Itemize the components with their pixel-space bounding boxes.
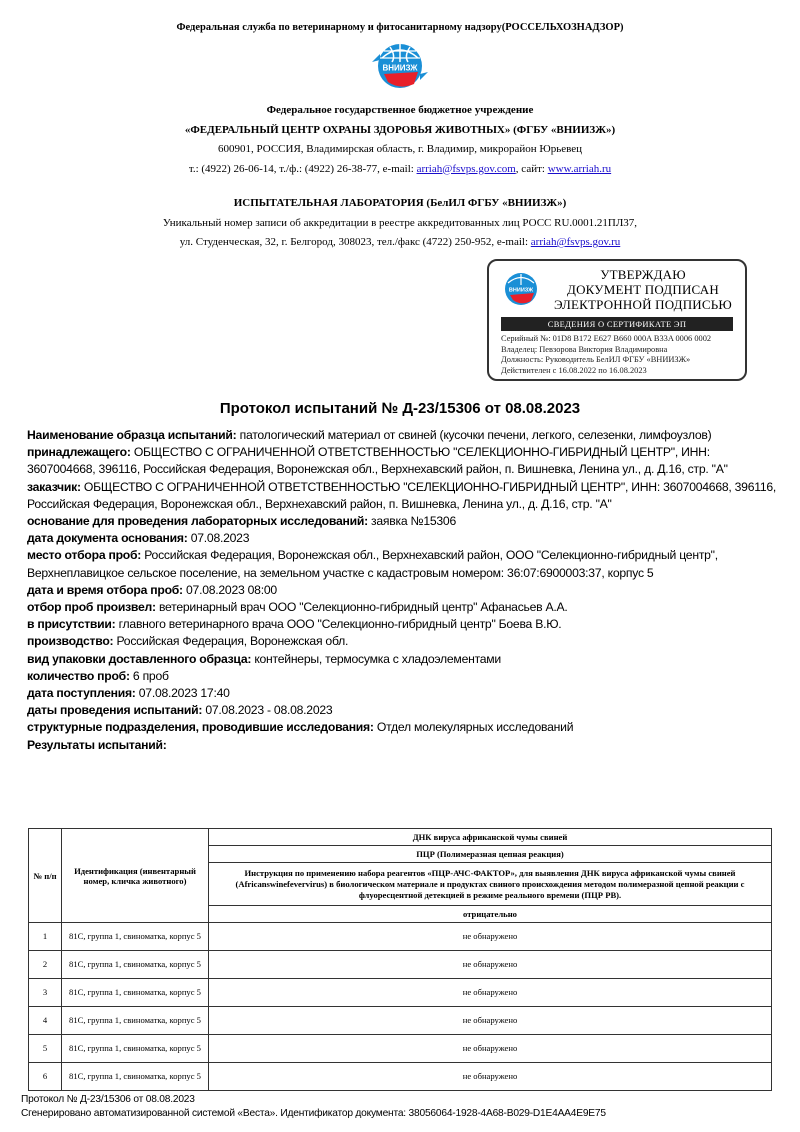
header-identification: Идентификация (инвентарный номер, кличка животного) xyxy=(62,829,209,923)
lab-accreditation: Уникальный номер записи об аккредитации в реестре аккредитованных лиц РОСС RU.0001.21ПЛ37, xyxy=(162,216,638,229)
field-value: заявка №15306 xyxy=(371,514,456,529)
field-label: основание для проведения лабораторных исследований: xyxy=(27,514,368,529)
field-label: принадлежащего: xyxy=(27,445,131,460)
row-result: не обнаружено xyxy=(209,1063,772,1091)
field-sampling-datetime xyxy=(27,582,777,599)
org-site-label: , сайт: xyxy=(515,162,548,175)
org-contacts xyxy=(0,160,800,180)
field-sampling-place xyxy=(27,547,777,581)
field-value: контейнеры, термосумка с хладоэлементами xyxy=(254,651,501,666)
field-label: место отбора проб: xyxy=(27,548,142,563)
field-departments xyxy=(27,719,777,736)
stamp-logo-icon xyxy=(501,269,541,309)
field-value: Российская Федерация, Воронежская обл., Верхнехавский район, ООО "Селекционно-гибридный центр", Верхнеплавицкое сельское поселение, на земельном участке с кадастровым номером: 36:07:6900003:37, корпус 5 xyxy=(27,548,718,580)
certificate-validity: Действителен с 16.08.2022 по 16.08.2023 xyxy=(501,365,647,375)
row-result: не обнаружено xyxy=(209,979,772,1007)
page-footer xyxy=(21,1093,606,1121)
agency-name: Федеральная служба по ветеринарному и фитосанитарному надзору(РОССЕЛЬХОЗНАДЗОР) xyxy=(176,22,624,33)
table-row xyxy=(29,951,772,979)
field-label: дата поступления: xyxy=(27,686,136,701)
org-site-link[interactable]: www.arriah.ru xyxy=(547,162,612,175)
results-heading: Результаты испытаний: xyxy=(27,737,167,752)
field-test-dates xyxy=(27,702,777,719)
header-norm: отрицательно xyxy=(209,906,772,923)
field-packaging xyxy=(27,651,777,668)
row-identification: 81С, группа 1, свиноматка, корпус 5 xyxy=(62,923,209,951)
vniizzh-logo-icon xyxy=(370,38,430,94)
row-number: 5 xyxy=(29,1035,62,1063)
field-value: ветеринарный врач ООО "Селекционно-гибридный центр" Афанасьев А.А. xyxy=(158,600,568,615)
org-type: Федеральное государственное бюджетное учреждение xyxy=(266,104,534,116)
field-value: 07.08.2023 08:00 xyxy=(186,582,277,597)
certificate-details xyxy=(501,334,741,376)
row-identification: 81С, группа 1, свиноматка, корпус 5 xyxy=(62,1035,209,1063)
stamp-signed: ДОКУМЕНТ ПОДПИСАН xyxy=(567,282,719,297)
field-value: ОБЩЕСТВО С ОГРАНИЧЕННОЙ ОТВЕТСТВЕННОСТЬЮ "СЕЛЕКЦИОННО-ГИБРИДНЫЙ ЦЕНТР", ИНН: 3607004668, 396116, Российская Федерация, Воронежская обл., Верхнехавский район, п. Вишневка, Ленина ул., д. Д.16, стр. "А" xyxy=(27,479,777,511)
header-method: ПЦР (Полимеразная цепная реакция) xyxy=(209,846,772,863)
org-email-link[interactable]: arriah@fsvps.gov.com xyxy=(416,162,516,175)
field-value: ОБЩЕСТВО С ОГРАНИЧЕННОЙ ОТВЕТСТВЕННОСТЬЮ "СЕЛЕКЦИОННО-ГИБРИДНЫЙ ЦЕНТР", ИНН: 3607004668, 396116, Российская Федерация, Воронежская обл., Верхнехавский район, п. Вишневка, Ленина ул., д. Д.16, стр. "А" xyxy=(27,445,728,477)
results-table xyxy=(28,828,772,1091)
row-number: 6 xyxy=(29,1063,62,1091)
field-value: главного ветеринарного врача ООО "Селекционно-гибридный центр" Боева В.Ю. xyxy=(118,617,562,632)
footer-protocol-ref: Протокол № Д-23/15306 от 08.08.2023 xyxy=(21,1094,195,1105)
field-label: дата документа основания: xyxy=(27,531,188,546)
protocol-fields xyxy=(27,427,777,754)
table-row xyxy=(29,1035,772,1063)
table-row xyxy=(29,1007,772,1035)
row-result: не обнаружено xyxy=(209,951,772,979)
header-analyte: ДНК вируса африканской чумы свиней xyxy=(209,829,772,846)
certificate-serial: Серийный №: 01D8 B172 E627 B660 000A B33A 0006 0002 xyxy=(501,334,712,343)
row-number: 2 xyxy=(29,951,62,979)
org-phones: т.: (4922) 26-06-14, т./ф.: (4922) 26-38-77, e-mail: xyxy=(188,162,417,175)
field-owner xyxy=(27,444,777,478)
certificate-info-bar: СВЕДЕНИЯ О СЕРТИФИКАТЕ ЭП xyxy=(501,317,733,331)
field-value: 07.08.2023 - 08.08.2023 xyxy=(205,703,333,718)
electronic-signature-stamp xyxy=(487,259,747,381)
row-identification: 81С, группа 1, свиноматка, корпус 5 xyxy=(62,1007,209,1035)
organization-block xyxy=(0,101,800,179)
field-label: структурные подразделения, проводившие исследования: xyxy=(27,720,374,735)
field-value: 6 проб xyxy=(132,668,169,683)
field-in-presence xyxy=(27,616,777,633)
table-row xyxy=(29,979,772,1007)
certificate-owner: Владелец: Певзорова Виктория Владимировна xyxy=(501,344,668,354)
table-row xyxy=(29,923,772,951)
org-address: 600901, РОССИЯ, Владимирская область, г. Владимир, микрорайон Юрьевец xyxy=(218,143,582,155)
field-basis xyxy=(27,513,777,530)
field-label: даты проведения испытаний: xyxy=(27,703,203,718)
row-result: не обнаружено xyxy=(209,923,772,951)
header-instruction: Инструкция по применению набора реагентов «ПЦР-АЧС-ФАКТОР», для выявления ДНК вируса африканской чумы свиней (Africanswinefevervirus) в биологическом материале и продуктах свиного происхождения методом полимеразной цепной реакции с флуоресцентной детекцией в режиме реального времени (ПЦР РВ). xyxy=(209,863,772,906)
footer-generated-by: Сгенерировано автоматизированной системой «Веста». Идентификатор документа: 38056064-1928-4A68-B029-D1E4AA4E9E75 xyxy=(21,1108,606,1119)
row-identification: 81С, группа 1, свиноматка, корпус 5 xyxy=(62,951,209,979)
field-received-date xyxy=(27,685,777,702)
stamp-signed-electronic: ЭЛЕКТРОННОЙ ПОДПИСЬЮ xyxy=(554,297,732,312)
field-label: вид упаковки доставленного образца: xyxy=(27,651,252,666)
field-sample-count xyxy=(27,668,777,685)
row-result: не обнаружено xyxy=(209,1007,772,1035)
row-result: не обнаружено xyxy=(209,1035,772,1063)
field-label: дата и время отбора проб: xyxy=(27,582,183,597)
table-header-row xyxy=(29,829,772,846)
field-customer xyxy=(27,479,777,513)
field-value: 07.08.2023 xyxy=(190,531,250,546)
lab-name: ИСПЫТАТЕЛЬНАЯ ЛАБОРАТОРИЯ (БелИЛ ФГБУ «ВНИИЗЖ») xyxy=(233,197,567,209)
field-label: отбор проб произвел: xyxy=(27,600,156,615)
field-value: Российская Федерация, Воронежская обл. xyxy=(116,634,349,649)
row-number: 1 xyxy=(29,923,62,951)
field-label: Наименование образца испытаний: xyxy=(27,428,237,442)
row-identification: 81С, группа 1, свиноматка, корпус 5 xyxy=(62,1063,209,1091)
field-production xyxy=(27,633,777,650)
stamp-logo-text: ВНИИЗЖ xyxy=(508,287,534,294)
laboratory-block xyxy=(0,194,800,253)
field-sampled-by xyxy=(27,599,777,616)
field-label: в присутствии: xyxy=(27,617,116,632)
field-basis-date xyxy=(27,530,777,547)
stamp-approve: УТВЕРЖДАЮ xyxy=(600,267,686,282)
stamp-heading xyxy=(545,267,741,312)
lab-address: ул. Студенческая, 32, г. Белгород, 308023, тел./факс (4722) 250-952, e-mail: xyxy=(179,236,531,248)
logo-text: ВНИИЗЖ xyxy=(382,63,418,73)
lab-contacts xyxy=(0,233,800,253)
org-name: «ФЕДЕРАЛЬНЫЙ ЦЕНТР ОХРАНЫ ЗДОРОВЬЯ ЖИВОТНЫХ» (ФГБУ «ВНИИЗЖ») xyxy=(184,123,616,136)
field-value: Отдел молекулярных исследований xyxy=(376,720,574,735)
field-label: заказчик: xyxy=(27,479,81,494)
row-number: 4 xyxy=(29,1007,62,1035)
row-identification: 81С, группа 1, свиноматка, корпус 5 xyxy=(62,979,209,1007)
protocol-title: Протокол испытаний № Д-23/15306 от 08.08.2023 xyxy=(219,400,581,417)
header-number: № п/п xyxy=(29,829,62,923)
field-value: патологический материал от свиней (кусочки печени, легкого, селезенки, лимфоузлов) xyxy=(239,428,712,442)
row-number: 3 xyxy=(29,979,62,1007)
field-sample-name xyxy=(27,427,777,444)
lab-email-link[interactable]: arriah@fsvps.gov.ru xyxy=(530,236,621,248)
certificate-position: Должность: Руководитель БелИЛ ФГБУ «ВНИИЗЖ» xyxy=(501,355,691,364)
field-label: количество проб: xyxy=(27,668,130,683)
field-value: 07.08.2023 17:40 xyxy=(138,686,230,701)
field-label: производство: xyxy=(27,634,114,649)
table-row xyxy=(29,1063,772,1091)
